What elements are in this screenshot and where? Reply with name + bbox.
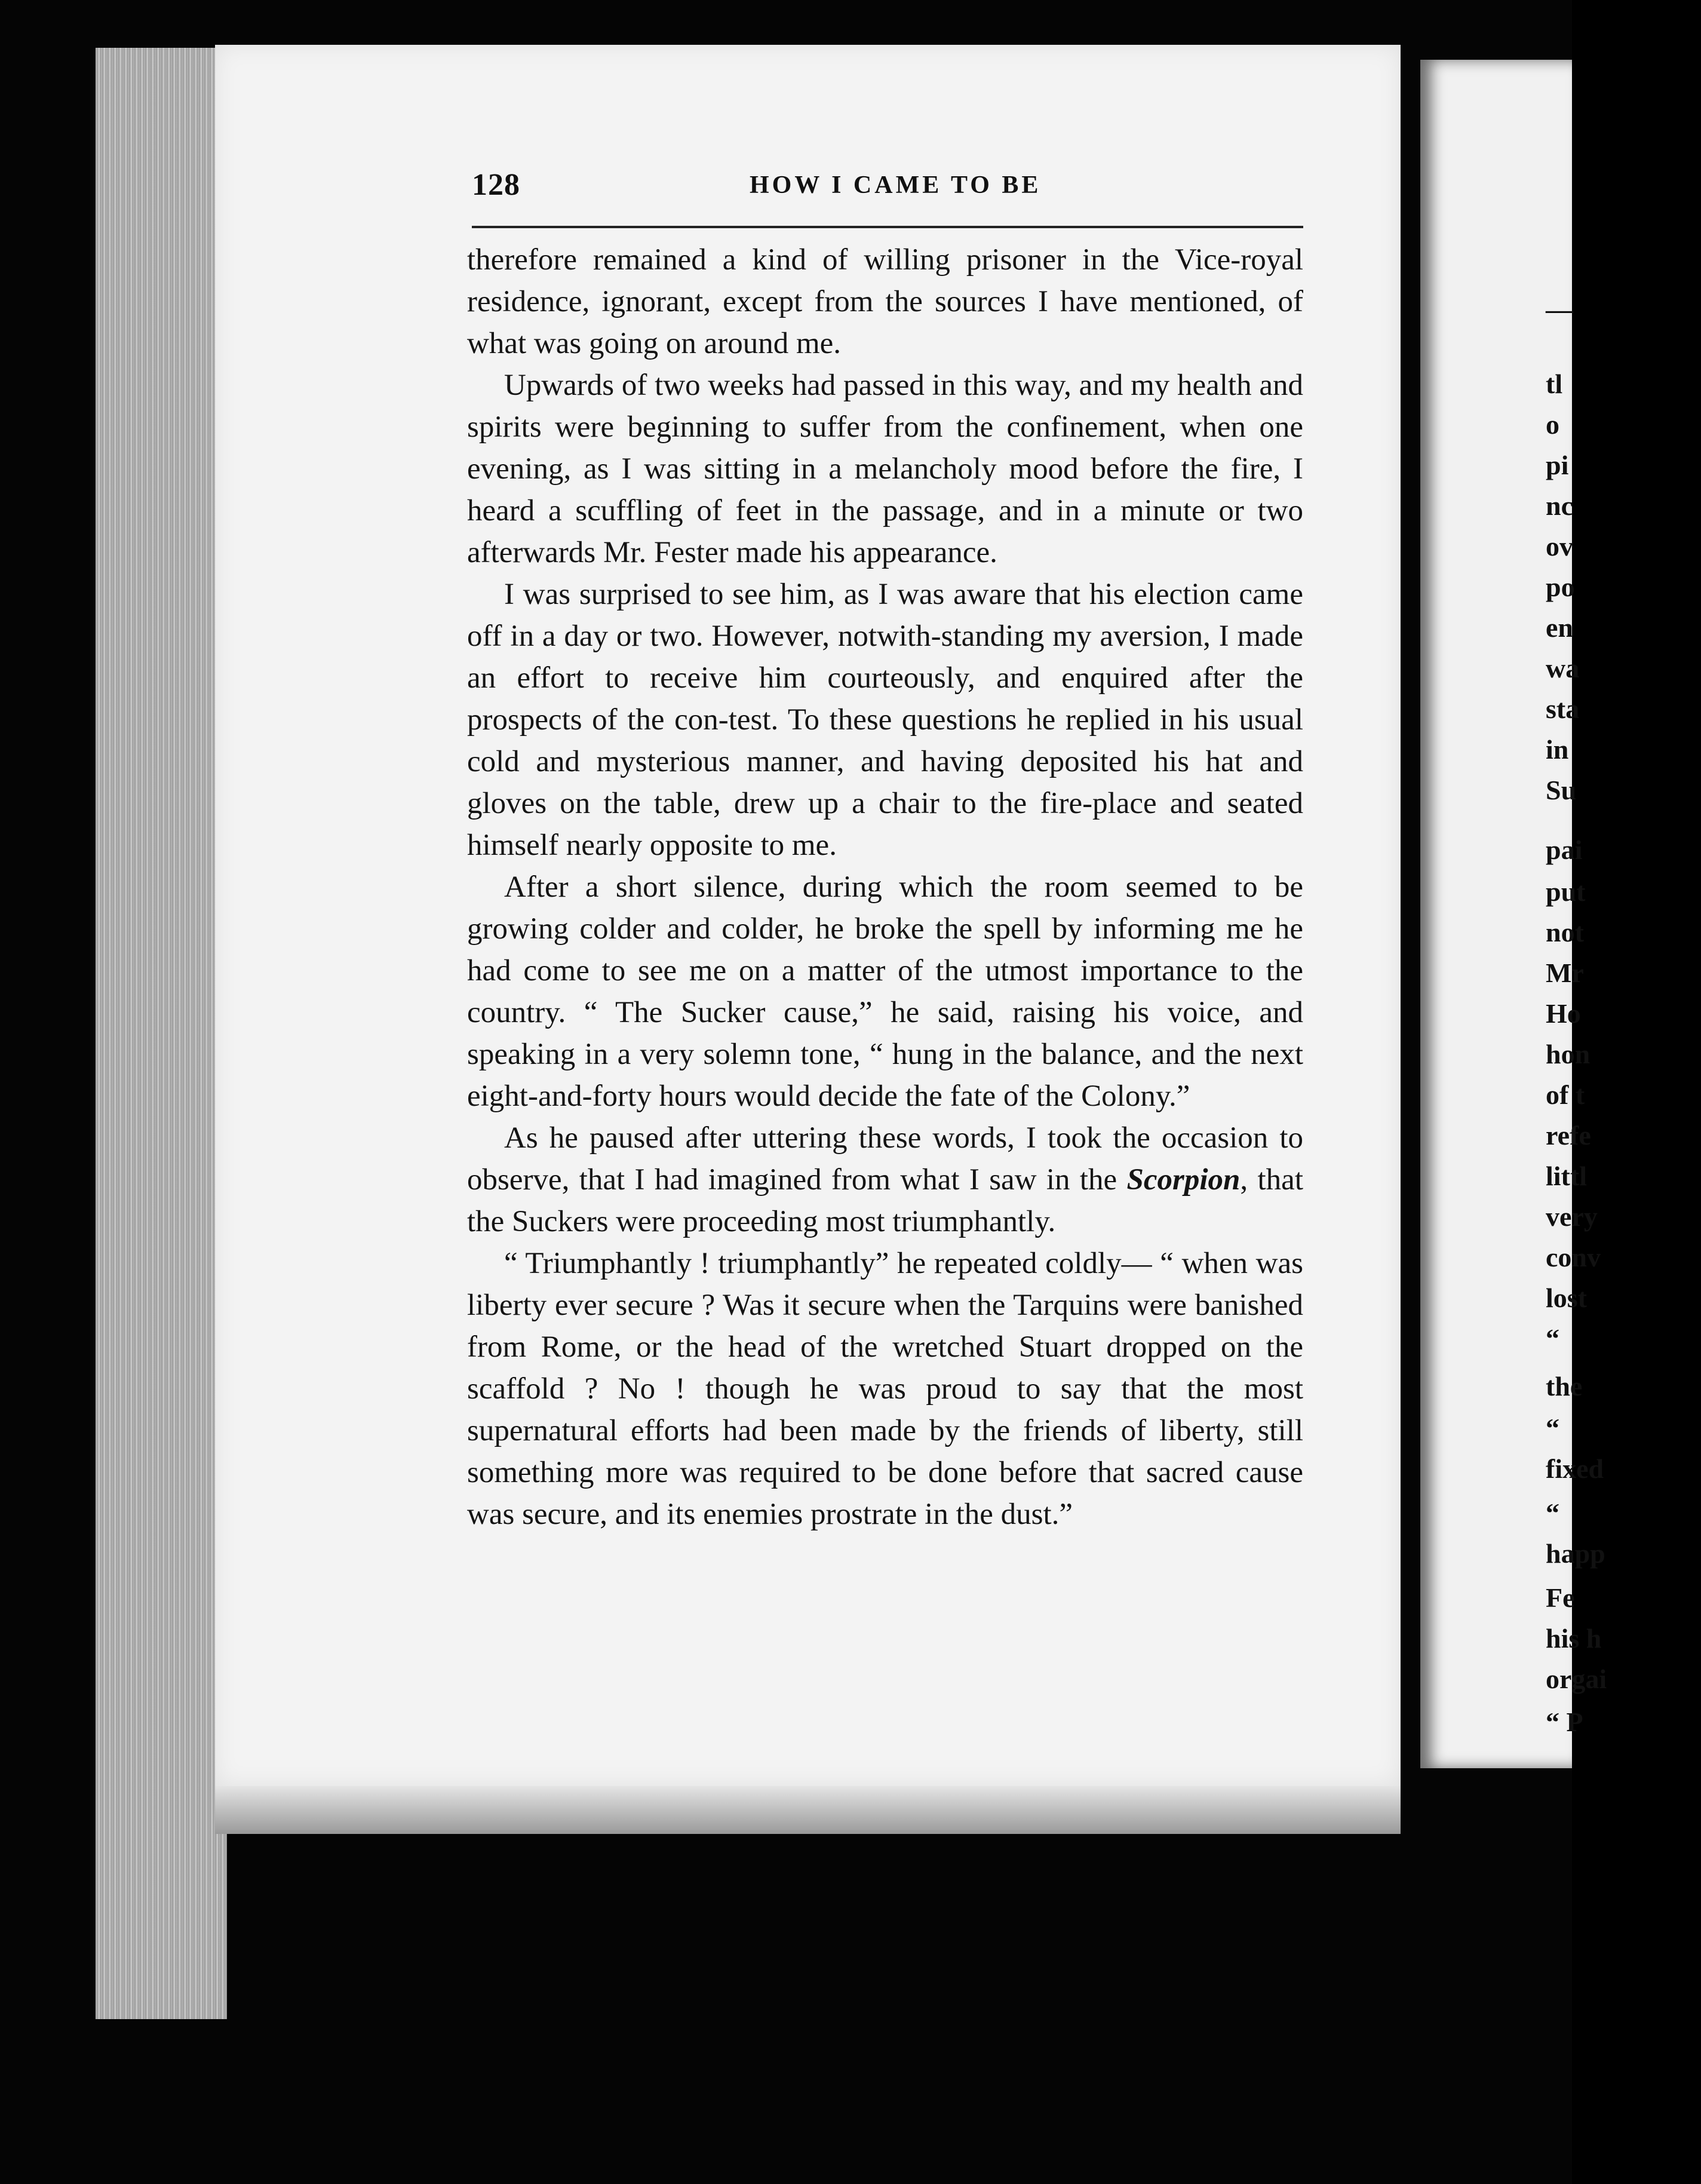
facing-page-line: — xyxy=(1546,294,1573,324)
facing-page-line: tl xyxy=(1546,369,1563,399)
facing-page-line: “ P xyxy=(1546,1707,1583,1737)
facing-page-line: his h xyxy=(1546,1623,1602,1654)
paragraph: After a short silence, during which the room seemed to be growing colder and colder, he broke the spell by informing me he had come to see me on a matter of the utmost importance to the country. “ The Sucker cause,” he said, raising his voice, and speaking in a very solemn tone, “ hung in the balance, and the next eight-and-forty hours would decide the fate of the Colony.” xyxy=(467,870,1303,1113)
facing-page-line: nc xyxy=(1546,490,1573,521)
facing-page-line: littl xyxy=(1546,1161,1587,1191)
running-head: HOW I CAME TO BE xyxy=(750,171,1042,199)
facing-page-line: very xyxy=(1546,1201,1598,1232)
page-header xyxy=(472,167,1308,209)
facing-page-line: fixed xyxy=(1546,1453,1604,1484)
facing-page-line: o xyxy=(1546,409,1559,440)
facing-page-line: pi xyxy=(1546,450,1569,480)
facing-page-line: lost xyxy=(1546,1283,1587,1313)
facing-page-line: happ xyxy=(1546,1538,1605,1569)
facing-page-line: po xyxy=(1546,572,1575,602)
paragraph: therefore remained a kind of willing prisoner in the Vice-royal residence, ignorant, except from the sources I have mentioned, of what was going on around me. xyxy=(467,243,1303,360)
facing-page-line: Ho xyxy=(1546,998,1581,1029)
facing-page-line: put xyxy=(1546,876,1586,907)
paragraph: “ Triumphantly ! triumphantly” he repeated coldly— “ when was liberty ever secure ? Was it secure when the Tarquins were banished from Rome, or the head of the wretched Stuart dropped on the scaffold ? No ! though he was proud to say that the most supernatural efforts had been made by the friends of liberty, still something more was required to be done before that sacred cause was secure, and its enemies prostrate in the dust.” xyxy=(467,1247,1303,1531)
facing-page-line: of t xyxy=(1546,1079,1585,1110)
facing-page-line: the xyxy=(1546,1371,1583,1401)
facing-page-line: refe xyxy=(1546,1120,1591,1151)
facing-page-line: ov xyxy=(1546,531,1573,562)
facing-page-line: wa xyxy=(1546,653,1580,683)
facing-page-line: Mr xyxy=(1546,958,1584,988)
facing-page-line: “ xyxy=(1546,1413,1559,1443)
paragraph-text: As he paused after uttering these words, I took the occasion to observe, that I had imagined from what I saw in the xyxy=(467,1121,1303,1197)
facing-page-line: sta xyxy=(1546,694,1580,724)
paragraph xyxy=(467,1117,1303,1243)
paragraph: I was surprised to see him, as I was aware that his election came off in a day or two. However, notwith-standing my aversion, I made an effort to receive him courteously, and enquired after the prospects of the con-test. To these questions he replied in his usual cold and mysterious manner, and having deposited his hat and gloves on the table, drew up a chair to the fire-place and seated himself nearly opposite to me. xyxy=(467,578,1303,862)
facing-page-line: orgai xyxy=(1546,1664,1607,1694)
header-rule xyxy=(472,226,1303,228)
paragraph: Upwards of two weeks had passed in this way, and my health and spirits were beginning to suffer from the confinement, when one evening, as I was sitting in a melancholy mood before the fire, I heard a scuffling of feet in the passage, and in a minute or two afterwards Mr. Fester made his appearance. xyxy=(467,369,1303,569)
facing-page-line: Fe xyxy=(1546,1582,1575,1613)
facing-page-line: en xyxy=(1546,612,1573,643)
facing-page-line: not xyxy=(1546,917,1584,947)
paragraph-text: , that the Suckers were proceeding most triumphantly. xyxy=(467,1163,1303,1238)
facing-page-line: in xyxy=(1546,734,1569,765)
book-page-edges xyxy=(96,48,227,2019)
italic-title: Scorpion xyxy=(1126,1163,1241,1197)
book-page-bottom-edge xyxy=(215,1786,1401,1834)
body-text xyxy=(467,239,1303,1535)
facing-page-line: conv xyxy=(1546,1242,1601,1272)
page-number: 128 xyxy=(472,168,520,202)
facing-page-line: hon xyxy=(1546,1039,1591,1069)
facing-page-line: pai xyxy=(1546,835,1583,865)
facing-page-line: “ xyxy=(1546,1323,1559,1354)
facing-page-line: “ xyxy=(1546,1498,1559,1528)
facing-page-fragment xyxy=(1420,60,1607,1768)
facing-page-line: Su xyxy=(1546,775,1577,805)
